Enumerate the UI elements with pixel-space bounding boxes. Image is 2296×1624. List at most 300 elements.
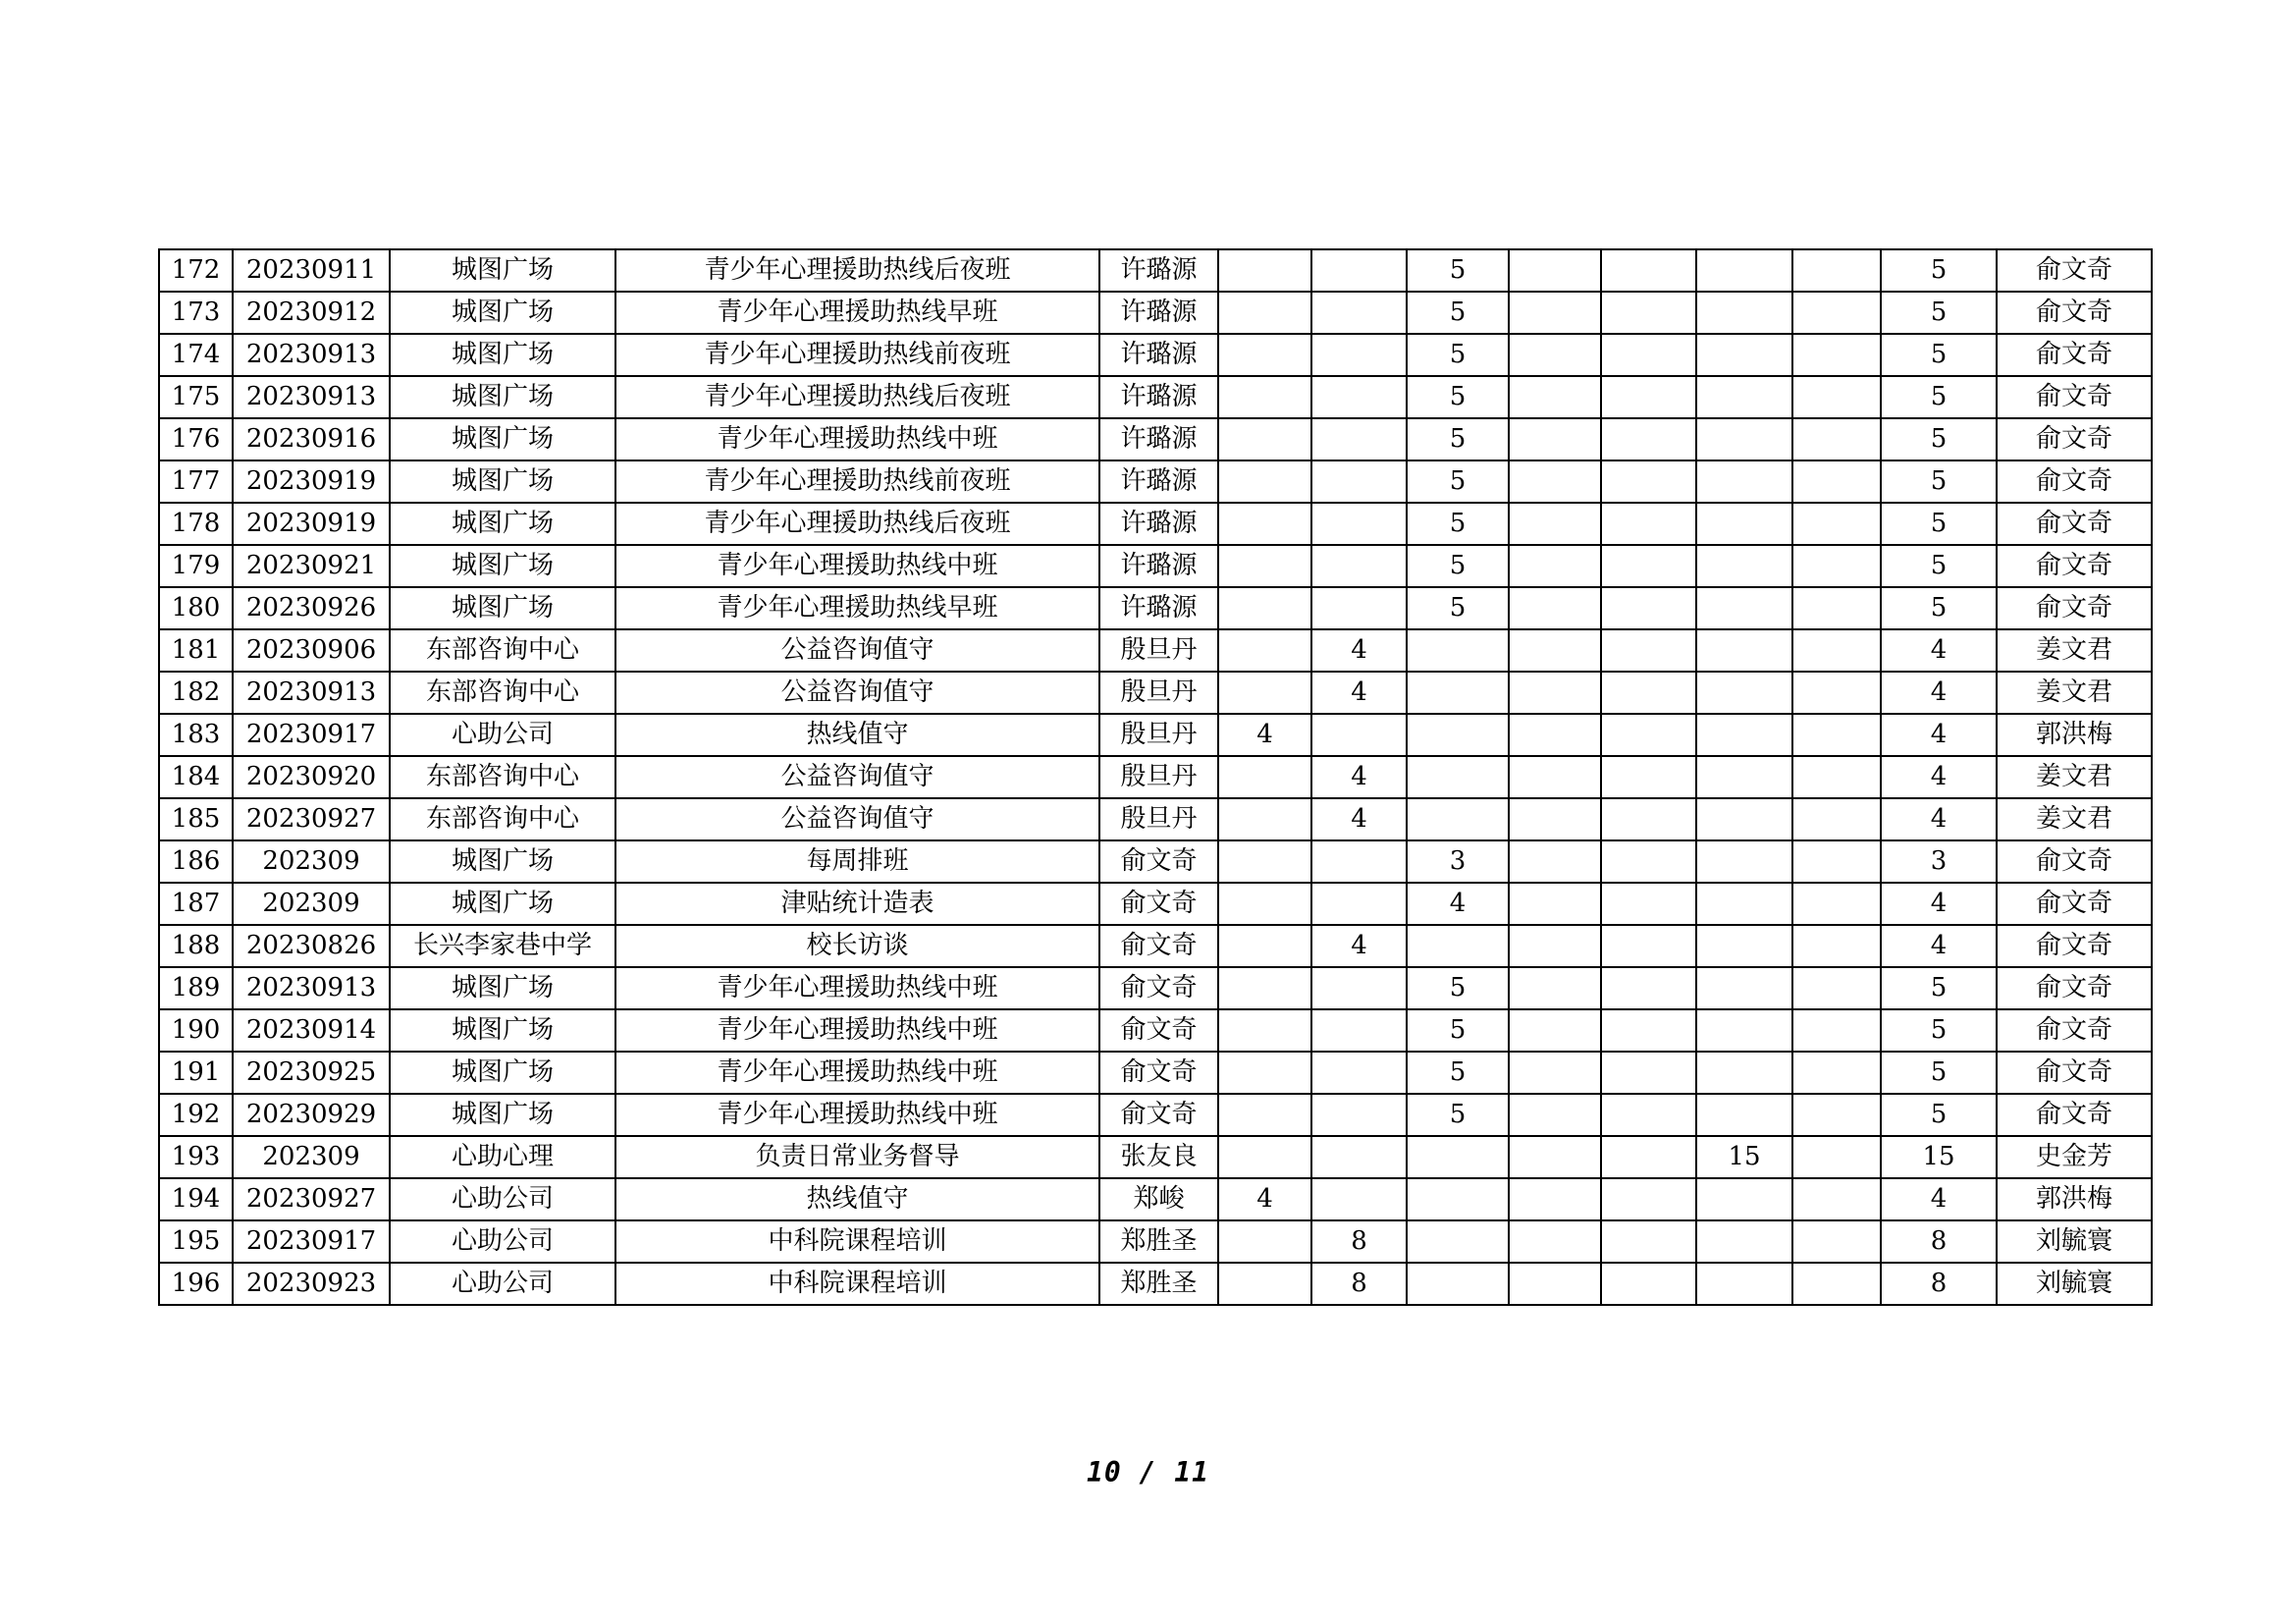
cell-location: 东部咨询中心 (390, 672, 615, 714)
cell-hours-col-4 (1509, 714, 1601, 756)
cell-hours-col-3 (1407, 1263, 1509, 1305)
cell-location: 心助公司 (390, 1220, 615, 1263)
cell-hours-col-1 (1218, 672, 1311, 714)
cell-hours-col-2 (1311, 1136, 1407, 1178)
cell-hours-col-7 (1792, 292, 1881, 334)
cell-hours-col-6 (1696, 756, 1792, 798)
cell-person: 许璐源 (1099, 292, 1218, 334)
cell-row-index: 195 (159, 1220, 233, 1263)
table-row (159, 756, 2152, 798)
table-row (159, 967, 2152, 1009)
cell-hours-col-6 (1696, 1220, 1792, 1263)
cell-hours-col-7 (1792, 1263, 1881, 1305)
cell-hours-total: 4 (1881, 672, 1997, 714)
cell-hours-total: 5 (1881, 545, 1997, 587)
cell-location: 城图广场 (390, 883, 615, 925)
table-row (159, 672, 2152, 714)
cell-hours-col-7 (1792, 629, 1881, 672)
cell-date: 20230913 (233, 376, 390, 418)
cell-reviewer: 俞文奇 (1997, 292, 2152, 334)
cell-hours-col-1 (1218, 925, 1311, 967)
cell-hours-col-5 (1601, 756, 1696, 798)
cell-location: 城图广场 (390, 334, 615, 376)
cell-hours-col-2: 4 (1311, 798, 1407, 840)
cell-hours-col-2 (1311, 883, 1407, 925)
cell-row-index: 191 (159, 1052, 233, 1094)
cell-row-index: 184 (159, 756, 233, 798)
cell-hours-col-3: 5 (1407, 334, 1509, 376)
table-row (159, 249, 2152, 292)
cell-hours-col-5 (1601, 967, 1696, 1009)
table-row (159, 292, 2152, 334)
cell-date: 202309 (233, 1136, 390, 1178)
cell-hours-col-3: 5 (1407, 1052, 1509, 1094)
cell-hours-col-4 (1509, 798, 1601, 840)
cell-hours-col-5 (1601, 1178, 1696, 1220)
cell-row-index: 193 (159, 1136, 233, 1178)
cell-hours-col-7 (1792, 756, 1881, 798)
cell-activity: 热线值守 (615, 1178, 1099, 1220)
cell-reviewer: 俞文奇 (1997, 925, 2152, 967)
cell-date: 20230923 (233, 1263, 390, 1305)
cell-hours-col-1 (1218, 503, 1311, 545)
cell-hours-col-4 (1509, 292, 1601, 334)
cell-hours-col-3: 5 (1407, 418, 1509, 460)
cell-hours-col-1 (1218, 629, 1311, 672)
cell-person: 许璐源 (1099, 587, 1218, 629)
cell-hours-col-7 (1792, 418, 1881, 460)
cell-hours-col-1 (1218, 418, 1311, 460)
cell-row-index: 187 (159, 883, 233, 925)
cell-person: 俞文奇 (1099, 925, 1218, 967)
cell-person: 殷旦丹 (1099, 672, 1218, 714)
cell-hours-col-1 (1218, 967, 1311, 1009)
cell-person: 俞文奇 (1099, 1052, 1218, 1094)
cell-hours-col-2 (1311, 460, 1407, 503)
cell-hours-col-7 (1792, 967, 1881, 1009)
cell-hours-col-6 (1696, 545, 1792, 587)
cell-row-index: 194 (159, 1178, 233, 1220)
cell-hours-col-4 (1509, 1052, 1601, 1094)
cell-hours-total: 4 (1881, 714, 1997, 756)
cell-hours-col-4 (1509, 840, 1601, 883)
cell-hours-total: 4 (1881, 756, 1997, 798)
cell-hours-col-4 (1509, 587, 1601, 629)
cell-hours-col-6 (1696, 840, 1792, 883)
table-row (159, 629, 2152, 672)
table-row (159, 1052, 2152, 1094)
cell-person: 许璐源 (1099, 334, 1218, 376)
cell-date: 20230914 (233, 1009, 390, 1052)
cell-row-index: 183 (159, 714, 233, 756)
cell-hours-col-1 (1218, 1220, 1311, 1263)
cell-location: 长兴李家巷中学 (390, 925, 615, 967)
cell-hours-col-4 (1509, 376, 1601, 418)
cell-row-index: 188 (159, 925, 233, 967)
cell-hours-col-7 (1792, 925, 1881, 967)
cell-hours-col-6 (1696, 249, 1792, 292)
cell-location: 城图广场 (390, 1052, 615, 1094)
cell-row-index: 189 (159, 967, 233, 1009)
cell-hours-total: 5 (1881, 376, 1997, 418)
cell-hours-col-3 (1407, 925, 1509, 967)
cell-hours-col-5 (1601, 1052, 1696, 1094)
cell-hours-col-3: 5 (1407, 1094, 1509, 1136)
cell-date: 20230826 (233, 925, 390, 967)
cell-hours-col-5 (1601, 292, 1696, 334)
cell-date: 20230919 (233, 503, 390, 545)
cell-hours-col-1 (1218, 587, 1311, 629)
cell-activity: 青少年心理援助热线前夜班 (615, 460, 1099, 503)
cell-hours-total: 5 (1881, 967, 1997, 1009)
cell-hours-col-6 (1696, 1052, 1792, 1094)
cell-hours-col-6 (1696, 587, 1792, 629)
cell-person: 许璐源 (1099, 503, 1218, 545)
cell-activity: 校长访谈 (615, 925, 1099, 967)
cell-hours-col-4 (1509, 418, 1601, 460)
cell-hours-col-6 (1696, 714, 1792, 756)
cell-hours-total: 15 (1881, 1136, 1997, 1178)
cell-reviewer: 郭洪梅 (1997, 714, 2152, 756)
cell-hours-col-2 (1311, 714, 1407, 756)
cell-hours-col-2: 4 (1311, 629, 1407, 672)
cell-hours-col-5 (1601, 418, 1696, 460)
table-row (159, 1009, 2152, 1052)
cell-hours-col-7 (1792, 503, 1881, 545)
cell-date: 20230927 (233, 1178, 390, 1220)
cell-date: 20230920 (233, 756, 390, 798)
cell-reviewer: 俞文奇 (1997, 587, 2152, 629)
cell-hours-col-6 (1696, 883, 1792, 925)
cell-hours-col-5 (1601, 587, 1696, 629)
cell-hours-col-1 (1218, 1009, 1311, 1052)
cell-hours-col-2: 4 (1311, 925, 1407, 967)
cell-location: 东部咨询中心 (390, 629, 615, 672)
cell-activity: 中科院课程培训 (615, 1263, 1099, 1305)
cell-hours-total: 5 (1881, 292, 1997, 334)
cell-hours-col-4 (1509, 629, 1601, 672)
cell-reviewer: 俞文奇 (1997, 418, 2152, 460)
cell-activity: 青少年心理援助热线早班 (615, 587, 1099, 629)
cell-hours-col-5 (1601, 1136, 1696, 1178)
cell-location: 东部咨询中心 (390, 798, 615, 840)
cell-hours-col-7 (1792, 714, 1881, 756)
table-row (159, 503, 2152, 545)
cell-hours-col-4 (1509, 1094, 1601, 1136)
cell-hours-col-1 (1218, 1263, 1311, 1305)
cell-reviewer: 姜文君 (1997, 756, 2152, 798)
cell-hours-col-7 (1792, 1178, 1881, 1220)
cell-hours-col-4 (1509, 460, 1601, 503)
cell-row-index: 182 (159, 672, 233, 714)
cell-hours-col-1: 4 (1218, 714, 1311, 756)
cell-location: 城图广场 (390, 1094, 615, 1136)
table-row (159, 1263, 2152, 1305)
cell-hours-col-7 (1792, 334, 1881, 376)
cell-person: 许璐源 (1099, 418, 1218, 460)
cell-person: 郑胜圣 (1099, 1220, 1218, 1263)
cell-activity: 青少年心理援助热线后夜班 (615, 376, 1099, 418)
cell-hours-col-5 (1601, 840, 1696, 883)
cell-hours-col-3: 5 (1407, 292, 1509, 334)
cell-hours-col-1 (1218, 883, 1311, 925)
cell-reviewer: 俞文奇 (1997, 376, 2152, 418)
cell-hours-col-1 (1218, 376, 1311, 418)
cell-hours-total: 5 (1881, 503, 1997, 545)
cell-hours-col-2 (1311, 292, 1407, 334)
cell-hours-col-6 (1696, 334, 1792, 376)
cell-row-index: 176 (159, 418, 233, 460)
cell-hours-col-5 (1601, 545, 1696, 587)
cell-reviewer: 刘毓寰 (1997, 1220, 2152, 1263)
cell-row-index: 196 (159, 1263, 233, 1305)
cell-hours-col-3 (1407, 1220, 1509, 1263)
cell-hours-col-3 (1407, 629, 1509, 672)
cell-reviewer: 史金芳 (1997, 1136, 2152, 1178)
cell-hours-col-2 (1311, 967, 1407, 1009)
cell-row-index: 185 (159, 798, 233, 840)
table-row (159, 460, 2152, 503)
cell-hours-col-6 (1696, 503, 1792, 545)
cell-activity: 津贴统计造表 (615, 883, 1099, 925)
cell-location: 城图广场 (390, 418, 615, 460)
cell-hours-col-3: 5 (1407, 545, 1509, 587)
cell-hours-total: 5 (1881, 1052, 1997, 1094)
cell-hours-col-7 (1792, 1009, 1881, 1052)
cell-date: 202309 (233, 840, 390, 883)
cell-hours-col-3: 3 (1407, 840, 1509, 883)
table-row (159, 334, 2152, 376)
cell-person: 殷旦丹 (1099, 714, 1218, 756)
cell-person: 俞文奇 (1099, 1094, 1218, 1136)
cell-reviewer: 郭洪梅 (1997, 1178, 2152, 1220)
cell-hours-col-5 (1601, 1263, 1696, 1305)
cell-hours-col-2 (1311, 334, 1407, 376)
cell-activity: 中科院课程培训 (615, 1220, 1099, 1263)
cell-hours-col-4 (1509, 249, 1601, 292)
cell-hours-col-1 (1218, 334, 1311, 376)
cell-hours-col-7 (1792, 1220, 1881, 1263)
cell-activity: 每周排班 (615, 840, 1099, 883)
cell-person: 殷旦丹 (1099, 756, 1218, 798)
cell-hours-total: 5 (1881, 249, 1997, 292)
cell-location: 城图广场 (390, 292, 615, 334)
cell-hours-total: 4 (1881, 883, 1997, 925)
cell-hours-total: 4 (1881, 798, 1997, 840)
cell-date: 20230921 (233, 545, 390, 587)
cell-hours-col-3: 5 (1407, 587, 1509, 629)
cell-hours-col-6: 15 (1696, 1136, 1792, 1178)
cell-hours-col-4 (1509, 967, 1601, 1009)
cell-hours-total: 4 (1881, 925, 1997, 967)
cell-hours-col-2 (1311, 503, 1407, 545)
cell-hours-col-5 (1601, 376, 1696, 418)
cell-person: 张友良 (1099, 1136, 1218, 1178)
cell-hours-col-5 (1601, 334, 1696, 376)
cell-activity: 青少年心理援助热线后夜班 (615, 249, 1099, 292)
cell-hours-col-6 (1696, 629, 1792, 672)
cell-hours-col-7 (1792, 672, 1881, 714)
cell-hours-col-5 (1601, 883, 1696, 925)
cell-hours-col-7 (1792, 460, 1881, 503)
cell-person: 俞文奇 (1099, 883, 1218, 925)
cell-hours-col-2 (1311, 1094, 1407, 1136)
cell-hours-total: 5 (1881, 418, 1997, 460)
cell-hours-col-4 (1509, 925, 1601, 967)
cell-hours-total: 5 (1881, 1009, 1997, 1052)
cell-reviewer: 俞文奇 (1997, 545, 2152, 587)
cell-hours-col-2 (1311, 1052, 1407, 1094)
cell-hours-col-1 (1218, 1136, 1311, 1178)
cell-hours-col-4 (1509, 672, 1601, 714)
cell-person: 许璐源 (1099, 460, 1218, 503)
cell-location: 城图广场 (390, 460, 615, 503)
cell-hours-col-6 (1696, 1009, 1792, 1052)
cell-hours-col-4 (1509, 1263, 1601, 1305)
cell-date: 20230929 (233, 1094, 390, 1136)
cell-hours-col-4 (1509, 1178, 1601, 1220)
table-row (159, 840, 2152, 883)
cell-activity: 青少年心理援助热线中班 (615, 1052, 1099, 1094)
cell-hours-col-1 (1218, 1052, 1311, 1094)
cell-activity: 青少年心理援助热线中班 (615, 1009, 1099, 1052)
cell-activity: 热线值守 (615, 714, 1099, 756)
cell-hours-col-3: 5 (1407, 503, 1509, 545)
cell-hours-col-7 (1792, 1052, 1881, 1094)
cell-person: 俞文奇 (1099, 967, 1218, 1009)
cell-reviewer: 俞文奇 (1997, 840, 2152, 883)
cell-hours-col-7 (1792, 840, 1881, 883)
cell-date: 20230911 (233, 249, 390, 292)
cell-hours-total: 4 (1881, 629, 1997, 672)
cell-date: 20230917 (233, 1220, 390, 1263)
cell-date: 20230913 (233, 672, 390, 714)
table-row (159, 545, 2152, 587)
cell-hours-col-4 (1509, 756, 1601, 798)
cell-date: 20230919 (233, 460, 390, 503)
cell-location: 心助公司 (390, 714, 615, 756)
cell-hours-col-4 (1509, 883, 1601, 925)
cell-hours-col-5 (1601, 629, 1696, 672)
cell-hours-col-1: 4 (1218, 1178, 1311, 1220)
cell-hours-col-7 (1792, 1094, 1881, 1136)
cell-location: 心助心理 (390, 1136, 615, 1178)
cell-row-index: 178 (159, 503, 233, 545)
table-row (159, 1220, 2152, 1263)
cell-date: 20230925 (233, 1052, 390, 1094)
cell-hours-col-2 (1311, 840, 1407, 883)
cell-location: 城图广场 (390, 587, 615, 629)
cell-hours-col-5 (1601, 460, 1696, 503)
cell-activity: 青少年心理援助热线中班 (615, 1094, 1099, 1136)
cell-hours-col-5 (1601, 1220, 1696, 1263)
cell-reviewer: 俞文奇 (1997, 1052, 2152, 1094)
cell-reviewer: 俞文奇 (1997, 460, 2152, 503)
cell-hours-col-3: 5 (1407, 376, 1509, 418)
cell-person: 许璐源 (1099, 376, 1218, 418)
cell-hours-total: 3 (1881, 840, 1997, 883)
cell-reviewer: 俞文奇 (1997, 967, 2152, 1009)
table-body (159, 249, 2152, 1305)
cell-location: 城图广场 (390, 249, 615, 292)
cell-row-index: 190 (159, 1009, 233, 1052)
cell-person: 郑胜圣 (1099, 1263, 1218, 1305)
cell-activity: 青少年心理援助热线中班 (615, 418, 1099, 460)
table-row (159, 925, 2152, 967)
cell-hours-col-6 (1696, 1178, 1792, 1220)
cell-hours-col-5 (1601, 1009, 1696, 1052)
cell-hours-col-3 (1407, 756, 1509, 798)
cell-reviewer: 俞文奇 (1997, 249, 2152, 292)
cell-hours-total: 5 (1881, 460, 1997, 503)
cell-hours-col-4 (1509, 545, 1601, 587)
cell-hours-col-6 (1696, 967, 1792, 1009)
cell-hours-col-2: 4 (1311, 756, 1407, 798)
cell-hours-col-3 (1407, 672, 1509, 714)
cell-row-index: 172 (159, 249, 233, 292)
table-row (159, 883, 2152, 925)
cell-date: 20230912 (233, 292, 390, 334)
cell-person: 俞文奇 (1099, 840, 1218, 883)
cell-person: 许璐源 (1099, 545, 1218, 587)
cell-activity: 青少年心理援助热线中班 (615, 967, 1099, 1009)
cell-reviewer: 姜文君 (1997, 672, 2152, 714)
cell-hours-col-2: 8 (1311, 1263, 1407, 1305)
cell-activity: 负责日常业务督导 (615, 1136, 1099, 1178)
cell-location: 城图广场 (390, 376, 615, 418)
cell-hours-col-5 (1601, 672, 1696, 714)
cell-reviewer: 刘毓寰 (1997, 1263, 2152, 1305)
cell-location: 心助公司 (390, 1178, 615, 1220)
cell-person: 俞文奇 (1099, 1009, 1218, 1052)
page-number: 10 / 11 (1086, 1456, 1209, 1489)
cell-person: 殷旦丹 (1099, 798, 1218, 840)
cell-date: 20230906 (233, 629, 390, 672)
cell-activity: 公益咨询值守 (615, 629, 1099, 672)
cell-hours-col-5 (1601, 798, 1696, 840)
cell-hours-col-6 (1696, 1094, 1792, 1136)
cell-hours-col-1 (1218, 1094, 1311, 1136)
cell-hours-col-2 (1311, 1009, 1407, 1052)
cell-activity: 公益咨询值守 (615, 798, 1099, 840)
cell-reviewer: 俞文奇 (1997, 503, 2152, 545)
cell-hours-col-3 (1407, 714, 1509, 756)
cell-activity: 公益咨询值守 (615, 756, 1099, 798)
cell-location: 城图广场 (390, 967, 615, 1009)
cell-hours-col-2 (1311, 249, 1407, 292)
cell-row-index: 179 (159, 545, 233, 587)
cell-date: 20230927 (233, 798, 390, 840)
cell-hours-col-1 (1218, 545, 1311, 587)
cell-hours-col-5 (1601, 249, 1696, 292)
cell-hours-col-5 (1601, 925, 1696, 967)
cell-hours-col-1 (1218, 756, 1311, 798)
cell-location: 城图广场 (390, 503, 615, 545)
table-row (159, 1136, 2152, 1178)
cell-hours-col-6 (1696, 798, 1792, 840)
cell-reviewer: 姜文君 (1997, 629, 2152, 672)
cell-hours-col-1 (1218, 249, 1311, 292)
cell-hours-col-4 (1509, 503, 1601, 545)
table-row (159, 1178, 2152, 1220)
cell-hours-col-4 (1509, 334, 1601, 376)
cell-hours-col-7 (1792, 545, 1881, 587)
cell-hours-total: 5 (1881, 334, 1997, 376)
cell-row-index: 174 (159, 334, 233, 376)
cell-person: 郑峻 (1099, 1178, 1218, 1220)
cell-row-index: 181 (159, 629, 233, 672)
cell-hours-col-6 (1696, 418, 1792, 460)
